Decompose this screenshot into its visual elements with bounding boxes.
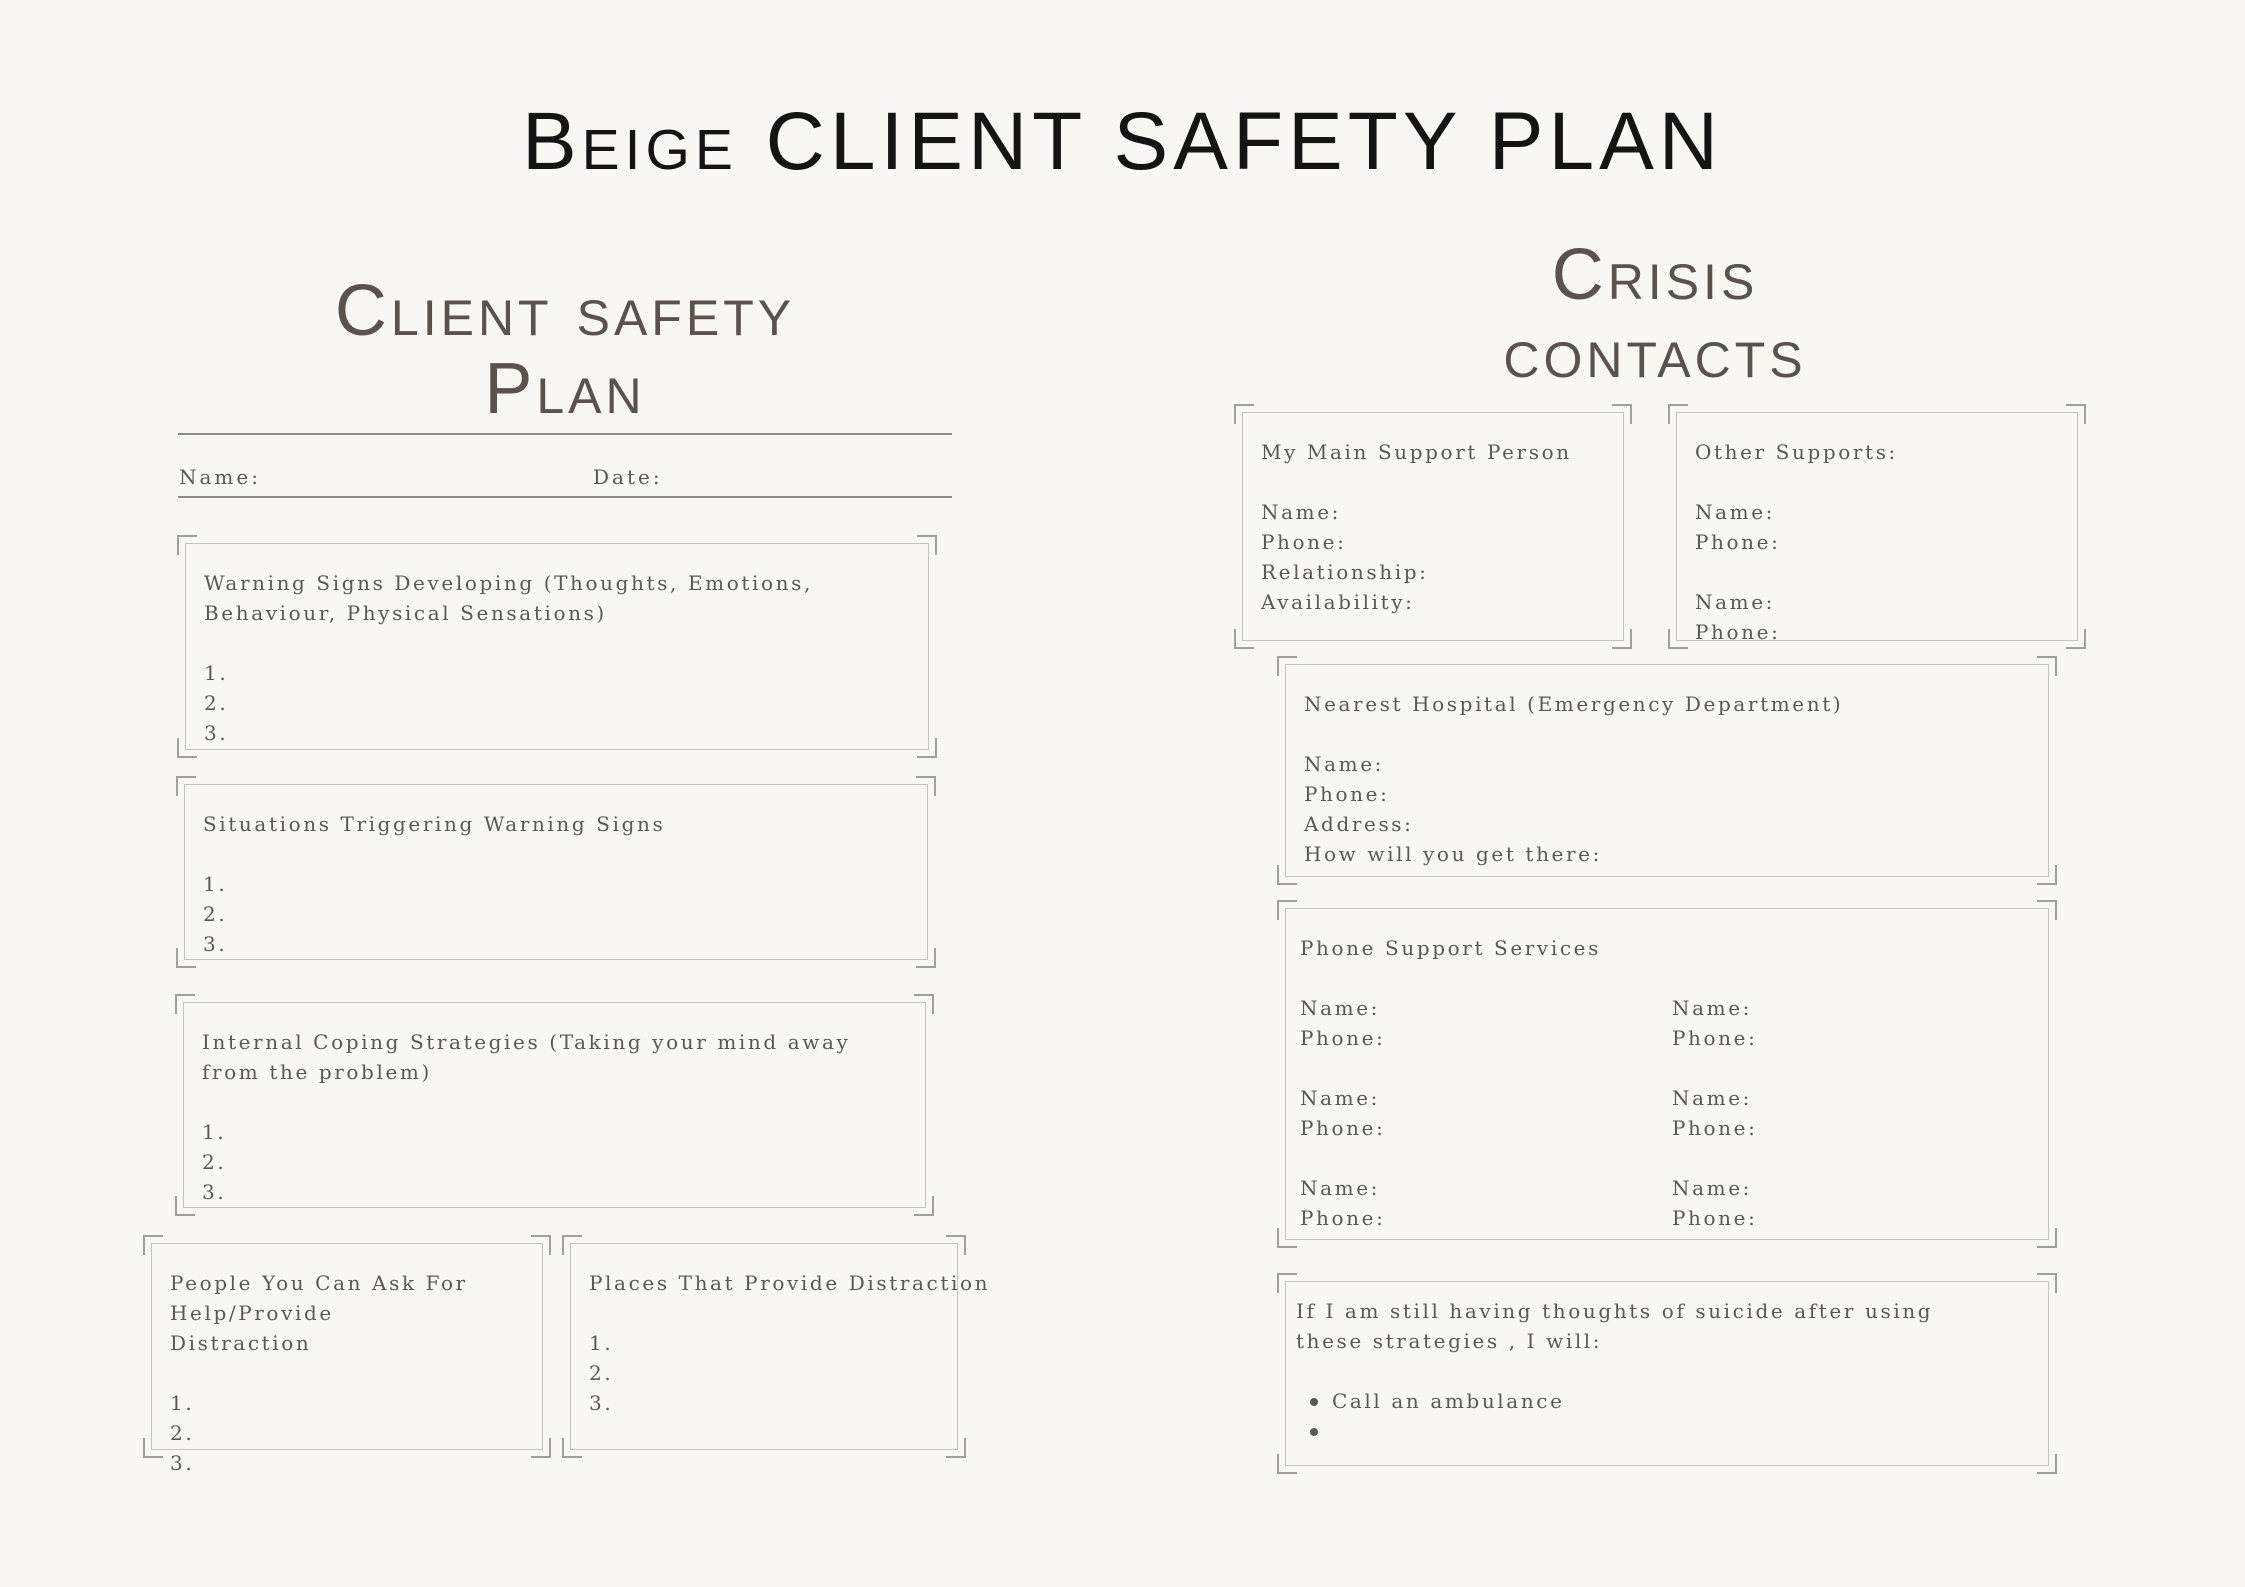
list-item: 3. xyxy=(170,1451,195,1475)
service-row xyxy=(1300,1173,2032,1233)
corner-ornament xyxy=(917,535,937,555)
field-label: Phone: xyxy=(1672,1206,1758,1230)
client-safety-plan-heading xyxy=(180,272,950,428)
field-label: Phone: xyxy=(1695,620,1781,644)
phone-support-services-box xyxy=(1285,908,2049,1240)
corner-ornament xyxy=(2037,1273,2057,1293)
list-item: 3. xyxy=(204,721,229,745)
list-item xyxy=(1296,1416,2032,1446)
other-supports-box xyxy=(1676,412,2078,644)
field-label: Name: xyxy=(1672,996,1752,1020)
action-list xyxy=(1296,1386,2032,1446)
corner-ornament xyxy=(2066,629,2086,649)
list-item: 3. xyxy=(202,1180,227,1204)
coping-strategies-box xyxy=(183,1002,926,1208)
corner-ornament xyxy=(177,738,197,758)
field-label: Name: xyxy=(1261,500,1341,524)
list-item: 3. xyxy=(589,1391,614,1415)
heading-line: Client safety xyxy=(334,271,796,351)
corner-ornament xyxy=(562,1438,582,1458)
corner-ornament xyxy=(176,776,196,796)
box-title: If I am still having thoughts of suicide after using these strategies , I will: xyxy=(1296,1299,1934,1353)
still-having-thoughts-box xyxy=(1285,1281,2049,1466)
corner-ornament xyxy=(177,535,197,555)
field-label: Availability: xyxy=(1261,590,1415,614)
corner-ornament xyxy=(2037,1454,2057,1474)
box-title: Situations Triggering Warning Signs xyxy=(203,812,666,836)
service-row xyxy=(1300,1083,2032,1143)
field-label: Name: xyxy=(1672,1176,1752,1200)
corner-ornament xyxy=(1277,1228,1297,1248)
field-label: Name: xyxy=(1695,500,1775,524)
field-label: Name: xyxy=(1300,1176,1380,1200)
heading-line: Plan xyxy=(484,349,646,429)
corner-ornament xyxy=(914,994,934,1014)
field-label: Name: xyxy=(1300,996,1380,1020)
field-label: Phone: xyxy=(1261,530,1347,554)
corner-ornament xyxy=(531,1235,551,1255)
corner-ornament xyxy=(1668,629,1688,649)
corner-ornament xyxy=(1277,865,1297,885)
field-label: Relationship: xyxy=(1261,560,1429,584)
warning-signs-box xyxy=(185,543,929,750)
list-item: 1. xyxy=(203,872,228,896)
list-item: 1. xyxy=(202,1120,227,1144)
field-label: Name: xyxy=(1672,1086,1752,1110)
field-label: Name: xyxy=(1695,590,1775,614)
field-label: Phone: xyxy=(1695,530,1781,554)
list-item: 2. xyxy=(202,1150,227,1174)
corner-ornament xyxy=(2037,865,2057,885)
people-distraction-box xyxy=(151,1243,543,1475)
list-item: 3. xyxy=(203,932,228,956)
corner-ornament xyxy=(1277,1273,1297,1293)
box-title: Internal Coping Strategies (Taking your mind away from the problem) xyxy=(202,1030,851,1084)
corner-ornament xyxy=(2037,900,2057,920)
heading-divider xyxy=(178,433,952,435)
corner-ornament xyxy=(562,1235,582,1255)
corner-ornament xyxy=(2066,404,2086,424)
heading-line: contacts xyxy=(1503,313,1807,393)
corner-ornament xyxy=(175,1196,195,1216)
corner-ornament xyxy=(946,1438,966,1458)
field-label: Phone: xyxy=(1300,1206,1386,1230)
field-label: How will you get there: xyxy=(1304,842,1602,866)
box-title: Other Supports: xyxy=(1695,440,1898,464)
list-item: 2. xyxy=(203,902,228,926)
field-label: Phone: xyxy=(1300,1116,1386,1140)
field-label: Phone: xyxy=(1672,1026,1758,1050)
corner-ornament xyxy=(1612,629,1632,649)
box-title: Places That Provide Distraction xyxy=(589,1271,991,1295)
list-item: 2. xyxy=(204,691,229,715)
corner-ornament xyxy=(917,738,937,758)
corner-ornament xyxy=(916,776,936,796)
field-label: Address: xyxy=(1304,812,1414,836)
box-title: My Main Support Person xyxy=(1261,440,1572,464)
name-label: Name: xyxy=(179,465,261,489)
corner-ornament xyxy=(916,948,936,968)
corner-ornament xyxy=(1277,656,1297,676)
corner-ornament xyxy=(1277,900,1297,920)
list-item: Call an ambulance xyxy=(1296,1386,2032,1416)
situations-box xyxy=(184,784,928,960)
field-label: Name: xyxy=(1300,1086,1380,1110)
corner-ornament xyxy=(1612,404,1632,424)
corner-ornament xyxy=(143,1438,163,1458)
corner-ornament xyxy=(1234,629,1254,649)
corner-ornament xyxy=(2037,1228,2057,1248)
corner-ornament xyxy=(531,1438,551,1458)
list-item: 1. xyxy=(589,1331,614,1355)
corner-ornament xyxy=(175,994,195,1014)
box-title: Warning Signs Developing (Thoughts, Emotions, Behaviour, Physical Sensations) xyxy=(204,571,813,625)
page-title: Beige CLIENT SAFETY PLAN xyxy=(521,96,1724,187)
list-item: 1. xyxy=(204,661,229,685)
field-label: Phone: xyxy=(1672,1116,1758,1140)
nearest-hospital-box xyxy=(1285,664,2049,877)
box-title: Nearest Hospital (Emergency Department) xyxy=(1304,692,1844,716)
field-label: Phone: xyxy=(1300,1026,1386,1050)
corner-ornament xyxy=(914,1196,934,1216)
list-item: 2. xyxy=(170,1421,195,1445)
corner-ornament xyxy=(1277,1454,1297,1474)
corner-ornament xyxy=(946,1235,966,1255)
crisis-contacts-heading xyxy=(1300,236,2010,392)
main-support-box xyxy=(1242,412,1624,641)
corner-ornament xyxy=(1234,404,1254,424)
list-item: 1. xyxy=(170,1391,195,1415)
box-title: People You Can Ask For Help/Provide Distraction xyxy=(170,1271,468,1355)
corner-ornament xyxy=(176,948,196,968)
places-distraction-box xyxy=(570,1243,991,1450)
corner-ornament xyxy=(1668,404,1688,424)
list-item: 2. xyxy=(589,1361,614,1385)
field-label: Phone: xyxy=(1304,782,1390,806)
box-title: Phone Support Services xyxy=(1300,936,1601,960)
heading-line: Crisis xyxy=(1551,235,1759,315)
field-label: Name: xyxy=(1304,752,1384,776)
corner-ornament xyxy=(2037,656,2057,676)
corner-ornament xyxy=(143,1235,163,1255)
service-row xyxy=(1300,993,2032,1053)
date-label: Date: xyxy=(593,465,663,489)
name-date-divider xyxy=(178,496,952,498)
